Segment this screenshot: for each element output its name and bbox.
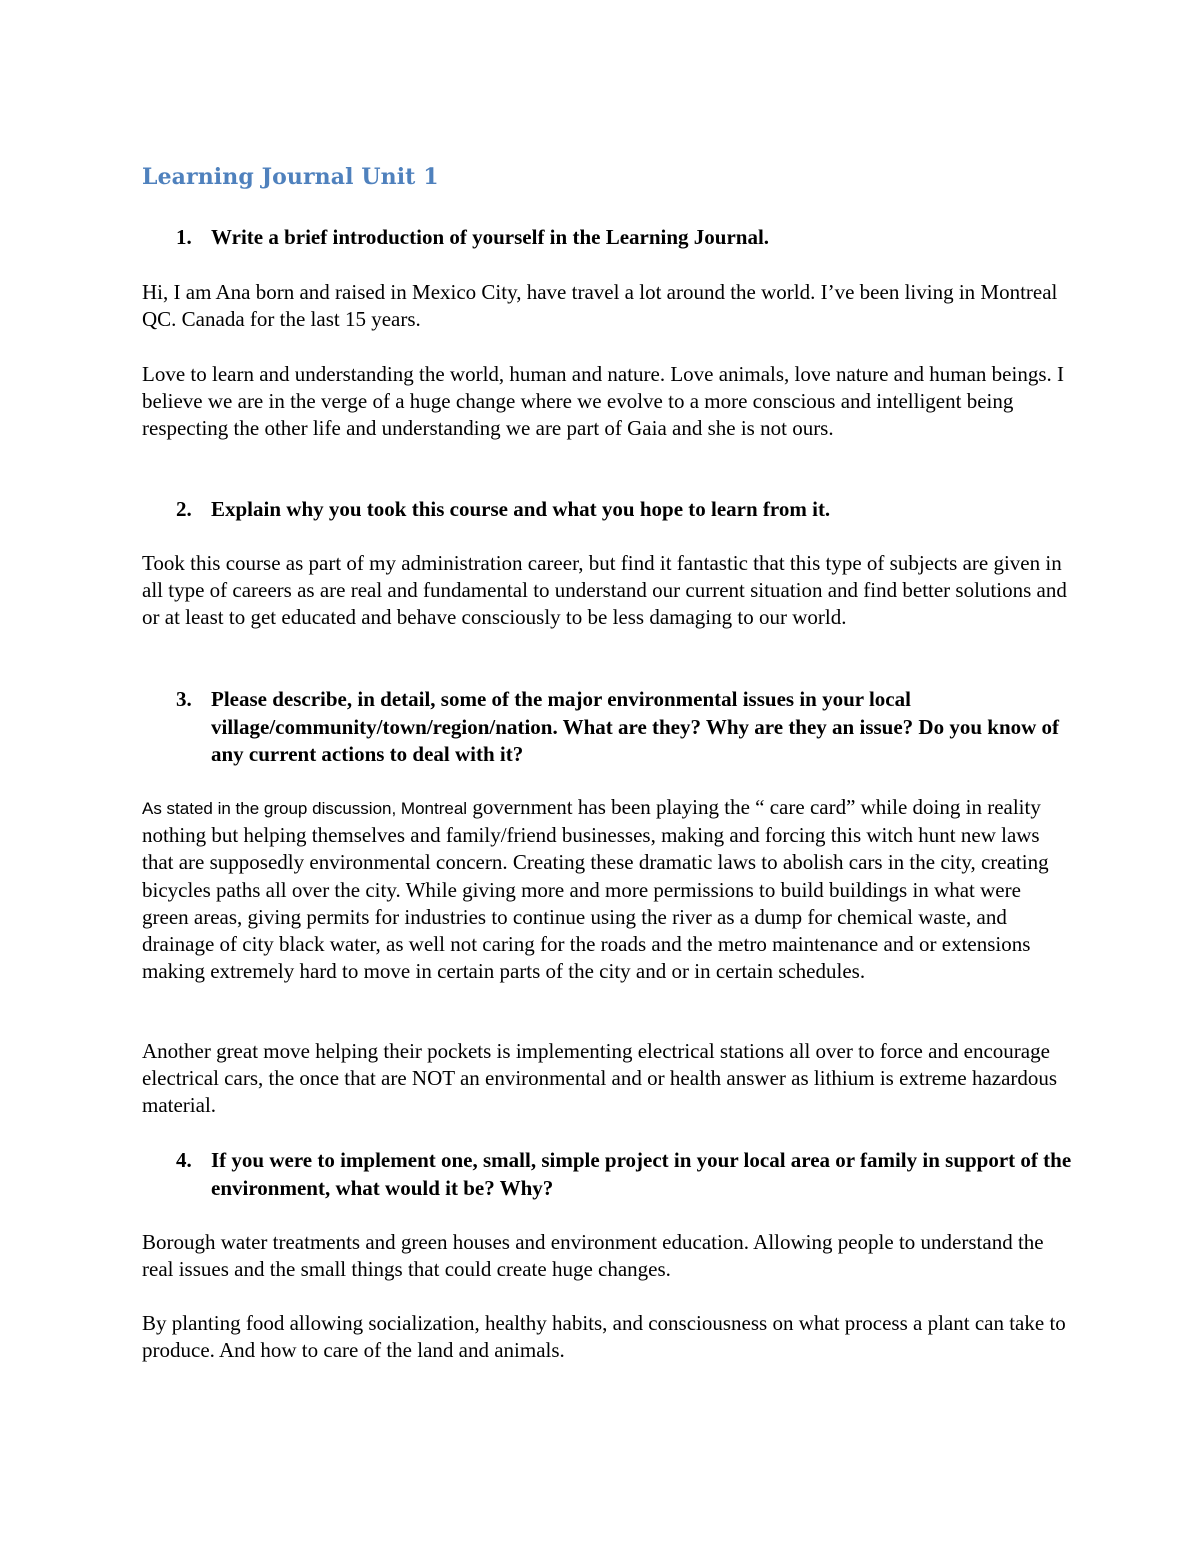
question-number: 4. bbox=[176, 1148, 192, 1172]
question-3 bbox=[142, 686, 1072, 769]
question-4 bbox=[142, 1147, 1072, 1202]
question-text: Please describe, in detail, some of the major environmental issues in your local village/community/town/region/nation. What are they? Why are they an issue? Do you know of any current actions to deal with it? bbox=[211, 687, 1060, 766]
question-number: 2. bbox=[176, 497, 192, 521]
question-text: Write a brief introduction of yourself in the Learning Journal. bbox=[211, 225, 770, 249]
question-2 bbox=[142, 496, 1072, 524]
answer-paragraph: Took this course as part of my administration career, but find it fantastic that this type of subjects are given in all type of careers as are real and fundamental to understand our current situation and find better solutions and or at least to get educated and behave consciously to be less damaging to our world. bbox=[142, 551, 1067, 630]
question-number: 3. bbox=[176, 687, 192, 711]
answer-body: government has been playing the “ care card” while doing in reality nothing but helping themselves and family/friend businesses, making and forcing this witch hunt new laws that are supposedly environmental concern. Creating these dramatic laws to abolish cars in the city, creating bicycles paths all over the city. While giving more and more permissions to build buildings in what were green areas, giving permits for industries to continue using the river as a dump for chemical waste, and drainage of city black water, as well not caring for the roads and the metro maintenance and or extensions making extremely hard to move in certain parts of the city and or in certain schedules. bbox=[142, 795, 1049, 984]
answer-paragraph: Borough water treatments and green houses and environment education. Allowing people to understand the real issues and the small things that could create huge changes. bbox=[142, 1230, 1044, 1282]
question-number: 1. bbox=[176, 225, 192, 249]
question-text: If you were to implement one, small, simple project in your local area or family in support of the environment, what would it be? Why? bbox=[211, 1148, 1072, 1200]
answer-lead-in: As stated in the group discussion, Montreal bbox=[142, 799, 468, 818]
question-1 bbox=[142, 224, 1072, 252]
page-title: Learning Journal Unit 1 bbox=[142, 164, 439, 190]
answer-paragraph: Hi, I am Ana born and raised in Mexico City, have travel a lot around the world. I’ve been living in Montreal QC. Canada for the last 15 years. bbox=[142, 280, 1058, 332]
answer-paragraph: Love to learn and understanding the world, human and nature. Love animals, love nature and human beings. I believe we are in the verge of a huge change where we evolve to a more conscious and intelligent being respecting the other life and understanding we are part of Gaia and she is not ours. bbox=[142, 362, 1064, 441]
question-text: Explain why you took this course and what you hope to learn from it. bbox=[211, 497, 831, 521]
answer-paragraph: Another great move helping their pockets is implementing electrical stations all over to force and encourage electrical cars, the once that are NOT an environmental and or health answer as lithium is extreme hazardous material. bbox=[142, 1039, 1058, 1118]
answer-paragraph bbox=[142, 794, 1072, 985]
answer-paragraph: By planting food allowing socialization, healthy habits, and consciousness on what process a plant can take to produce. And how to care of the land and animals. bbox=[142, 1311, 1066, 1363]
